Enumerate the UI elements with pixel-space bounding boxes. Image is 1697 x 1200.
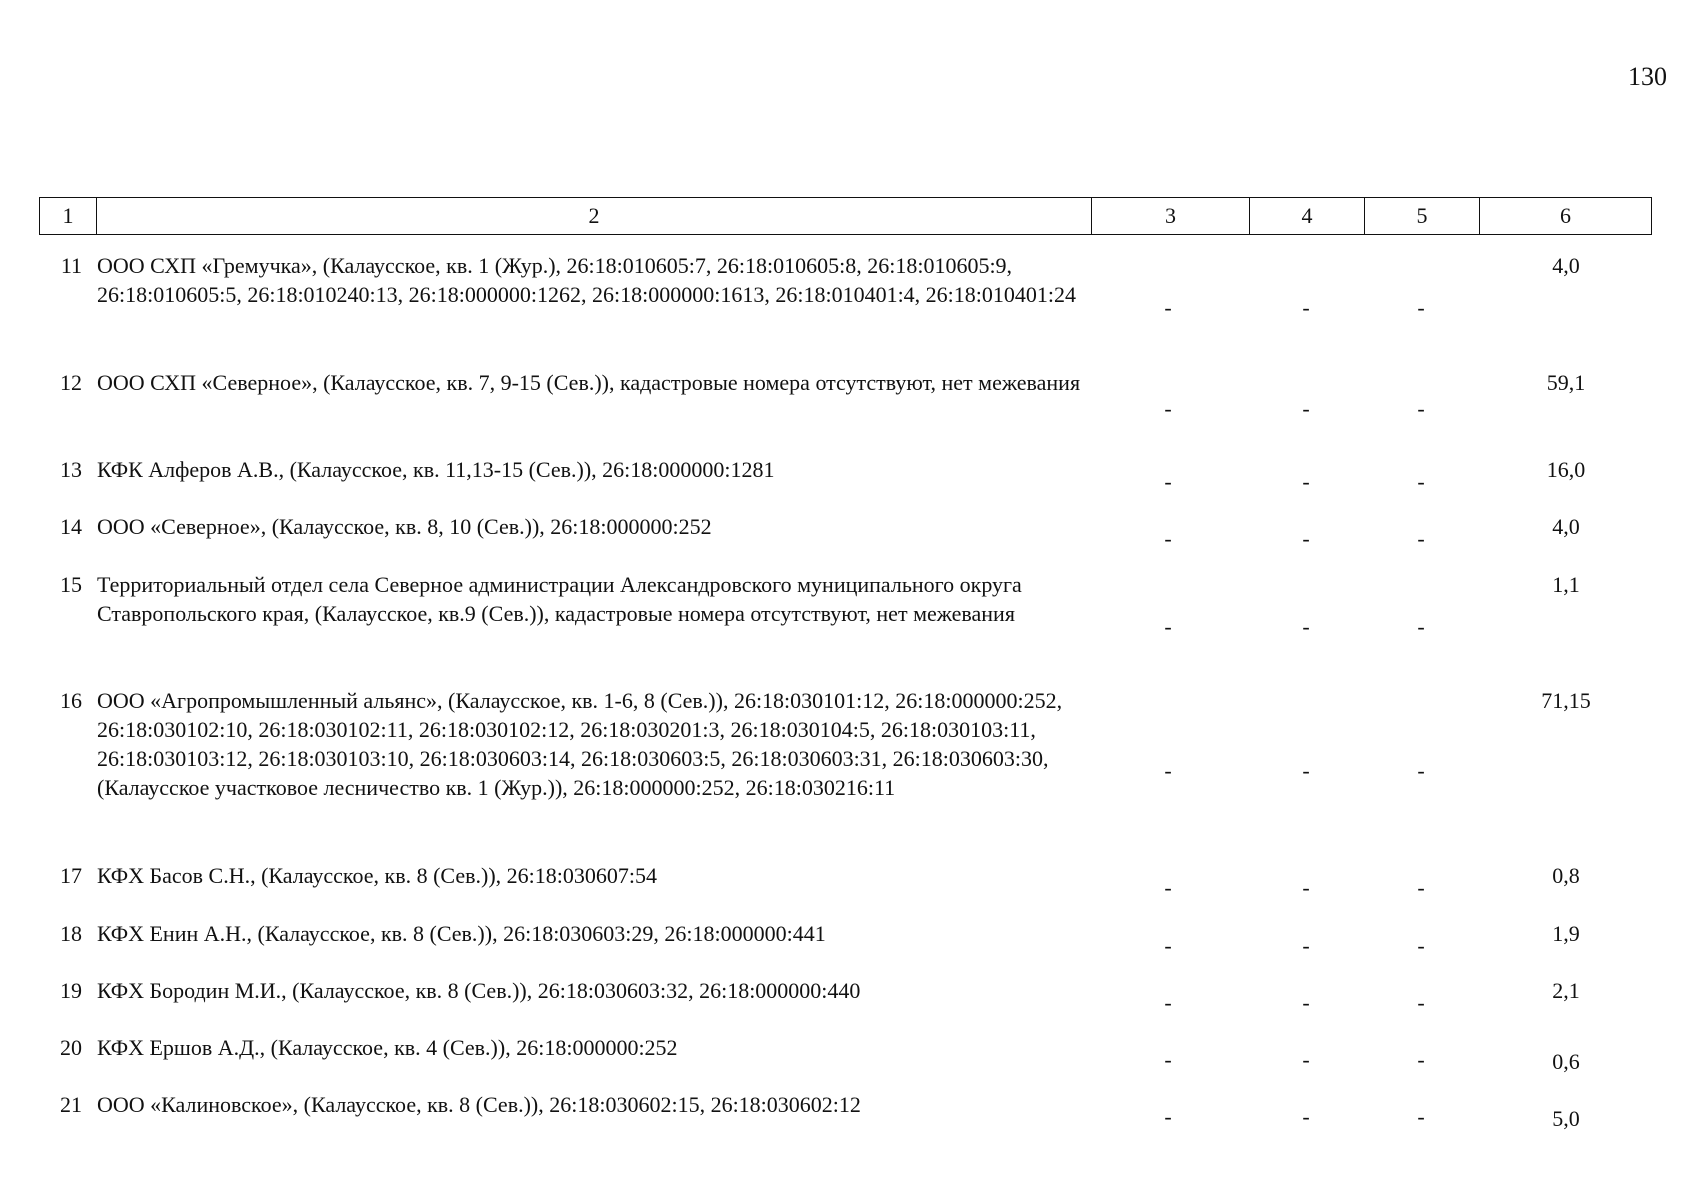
cell-col6: 1,9 [1552,921,1580,946]
cell-col3: - [1164,758,1172,783]
row-number: 17 [60,863,82,888]
cell-col3: - [1164,469,1172,494]
cell-col6: 16,0 [1546,457,1586,482]
row-description: КФХ Бородин М.И., (Калаусское, кв. 8 (Сев.)), 26:18:030603:32, 26:18:000000:440 [97,978,861,1003]
cell-col5: - [1417,526,1425,551]
cell-col6: 0,8 [1552,863,1580,888]
cell-col4: - [1302,875,1310,900]
cell-col3: - [1164,396,1172,421]
cell-col4: - [1302,469,1310,494]
column-header-2: 2 [97,198,1092,235]
column-header-5: 5 [1365,198,1480,235]
cell-col3: - [1164,614,1172,639]
cell-col5: - [1417,758,1425,783]
cell-col3: - [1164,990,1172,1015]
row-description: КФХ Басов С.Н., (Калаусское, кв. 8 (Сев.)), 26:18:030607:54 [97,863,658,888]
row-number: 20 [60,1035,82,1060]
cell-col6: 4,0 [1552,253,1580,278]
cell-col6: 0,6 [1552,1049,1580,1074]
row-number: 15 [60,572,82,597]
row-number: 21 [60,1092,82,1117]
column-header-3: 3 [1092,198,1250,235]
column-header-4: 4 [1250,198,1365,235]
cell-col5: - [1417,1104,1425,1129]
row-number: 16 [60,688,82,713]
cell-col6: 1,1 [1552,572,1580,597]
cell-col4: - [1302,526,1310,551]
row-description: ООО СХП «Северное», (Калаусское, кв. 7, 9-15 (Сев.)), кадастровые номера отсутствуют, нет межевания [97,370,1081,395]
cell-col5: - [1417,469,1425,494]
row-number: 12 [60,370,82,395]
cell-col5: - [1417,614,1425,639]
cell-col6: 71,15 [1541,688,1591,713]
cell-col6: 59,1 [1546,370,1586,395]
cell-col4: - [1302,758,1310,783]
cell-col3: - [1164,1104,1172,1129]
row-number: 11 [60,253,82,278]
row-description: ООО «Калиновское», (Калаусское, кв. 8 (Сев.)), 26:18:030602:15, 26:18:030602:12 [97,1092,861,1117]
cell-col3: - [1164,1047,1172,1072]
page-number: 130 [1628,62,1667,91]
row-description: КФХ Енин А.Н., (Калаусское, кв. 8 (Сев.)), 26:18:030603:29, 26:18:000000:441 [97,921,826,946]
row-description: ООО «Агропромышленный альянс», (Калаусское, кв. 1-6, 8 (Сев.)), 26:18:030101:12, 26:18:000000:252, 26:18:030102:10, 26:18:030102:11, 26:18:030102:12, 26:18:030201:3, 26:18:030104:5, 26:18:030103:11, 26:18:030103:12, 26:18:030103:10, 26:18:030603:14, 26:18:030603:5, 26:18:030603:31, 26:18:030603:30, (Калаусское участковое лесничество кв. 1 (Жур.)), 26:18:000000:252, 26:18:030216:11 [97,688,1063,800]
cell-col5: - [1417,396,1425,421]
cell-col5: - [1417,933,1425,958]
column-header-6: 6 [1480,198,1652,235]
row-number: 19 [60,978,82,1003]
cell-col4: - [1302,396,1310,421]
cell-col4: - [1302,1047,1310,1072]
row-description: КФХ Ершов А.Д., (Калаусское, кв. 4 (Сев.)), 26:18:000000:252 [97,1035,678,1060]
row-number: 18 [60,921,82,946]
cell-col5: - [1417,990,1425,1015]
cell-col6: 4,0 [1552,514,1580,539]
cell-col3: - [1164,526,1172,551]
row-number: 14 [60,514,82,539]
cell-col3: - [1164,295,1172,320]
cell-col4: - [1302,614,1310,639]
cell-col5: - [1417,1047,1425,1072]
row-description: ООО СХП «Гремучка», (Калаусское, кв. 1 (Жур.), 26:18:010605:7, 26:18:010605:8, 26:18:010605:9, 26:18:010605:5, 26:18:010240:13, 26:18:000000:1262, 26:18:000000:1613, 26:18:010401:4, 26:18:010401:24 [97,253,1077,307]
cell-col3: - [1164,933,1172,958]
cell-col4: - [1302,990,1310,1015]
row-number: 13 [60,457,82,482]
cell-col6: 5,0 [1552,1106,1580,1131]
cell-col6: 2,1 [1552,978,1580,1003]
row-description: Территориальный отдел села Северное администрации Александровского муниципального округа Ставропольского края, (Калаусское, кв.9 (Сев.)), кадастровые номера отсутствуют, нет межевания [97,572,1022,626]
cell-col4: - [1302,1104,1310,1129]
cell-col3: - [1164,875,1172,900]
column-header-1: 1 [40,198,97,235]
cell-col5: - [1417,875,1425,900]
row-description: КФК Алферов А.В., (Калаусское, кв. 11,13-15 (Сев.)), 26:18:000000:1281 [97,457,775,482]
cell-col4: - [1302,933,1310,958]
row-description: ООО «Северное», (Калаусское, кв. 8, 10 (Сев.)), 26:18:000000:252 [97,514,712,539]
cell-col5: - [1417,295,1425,320]
cell-col4: - [1302,295,1310,320]
